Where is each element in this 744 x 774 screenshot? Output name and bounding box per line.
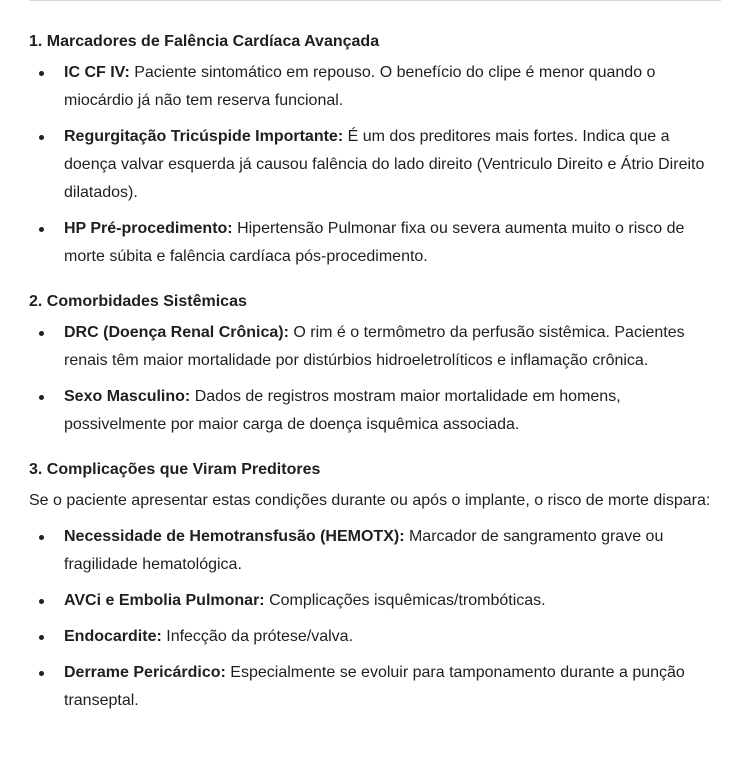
list-item	[29, 623, 721, 651]
item-text: É um dos preditores mais fortes. Indica que a doença valvar esquerda já causou falência do lado direito (Ventriculo Direito e Átrio Direito dilatados).	[64, 128, 705, 201]
bullet-icon	[39, 635, 44, 640]
section-complications	[29, 456, 721, 715]
section-heading: 3. Complicações que Viram Preditores	[29, 461, 321, 478]
list-item	[29, 659, 721, 715]
item-term: HP Pré-procedimento:	[64, 220, 233, 237]
item-text: O rim é o termômetro da perfusão sistêmica. Pacientes renais têm maior mortalidade por distúrbios hidroeletrolíticos e inflamação crônica.	[64, 324, 685, 369]
bullet-list	[29, 523, 721, 715]
top-divider	[29, 0, 721, 1]
bullet-list	[29, 319, 721, 439]
list-item	[29, 123, 721, 207]
list-item	[29, 587, 721, 615]
bullet-icon	[39, 71, 44, 76]
item-term: AVCi e Embolia Pulmonar:	[64, 592, 265, 609]
bullet-icon	[39, 535, 44, 540]
item-term: Necessidade de Hemotransfusão (HEMOTX):	[64, 528, 405, 545]
section-heading: 2. Comorbidades Sistêmicas	[29, 293, 247, 310]
item-text: Paciente sintomático em repouso. O benefício do clipe é menor quando o miocárdio já não tem reserva funcional.	[64, 64, 656, 109]
section-heading: 1. Marcadores de Falência Cardíaca Avançada	[29, 33, 380, 50]
item-term: Endocardite:	[64, 628, 162, 645]
bullet-list	[29, 59, 721, 271]
item-term: IC CF IV:	[64, 64, 130, 81]
bullet-icon	[39, 331, 44, 336]
section-systemic-comorbidities	[29, 288, 721, 439]
item-term: DRC (Doença Renal Crônica):	[64, 324, 289, 341]
bullet-icon	[39, 599, 44, 604]
bullet-icon	[39, 135, 44, 140]
item-term: Regurgitação Tricúspide Importante:	[64, 128, 344, 145]
item-term: Sexo Masculino:	[64, 388, 191, 405]
bullet-icon	[39, 671, 44, 676]
document-body	[29, 28, 721, 732]
list-item	[29, 59, 721, 115]
item-text: Hipertensão Pulmonar fixa ou severa aumenta muito o risco de morte súbita e falência cardíaca pós-procedimento.	[64, 220, 685, 265]
item-text: Especialmente se evoluir para tamponamento durante a punção transeptal.	[64, 664, 685, 709]
item-text: Marcador de sangramento grave ou fragilidade hematológica.	[64, 528, 664, 573]
section-intro: Se o paciente apresentar estas condições durante ou após o implante, o risco de morte dispara:	[29, 492, 711, 509]
item-text: Dados de registros mostram maior mortalidade em homens, possivelmente por maior carga de doença isquêmica associada.	[64, 388, 621, 433]
bullet-icon	[39, 227, 44, 232]
bullet-icon	[39, 395, 44, 400]
item-text: Infecção da prótese/valva.	[161, 628, 354, 645]
item-term: Derrame Pericárdico:	[64, 664, 226, 681]
list-item	[29, 523, 721, 579]
list-item	[29, 319, 721, 375]
item-text: Complicações isquêmicas/trombóticas.	[264, 592, 546, 609]
section-advanced-heart-failure	[29, 28, 721, 271]
list-item	[29, 383, 721, 439]
list-item	[29, 215, 721, 271]
